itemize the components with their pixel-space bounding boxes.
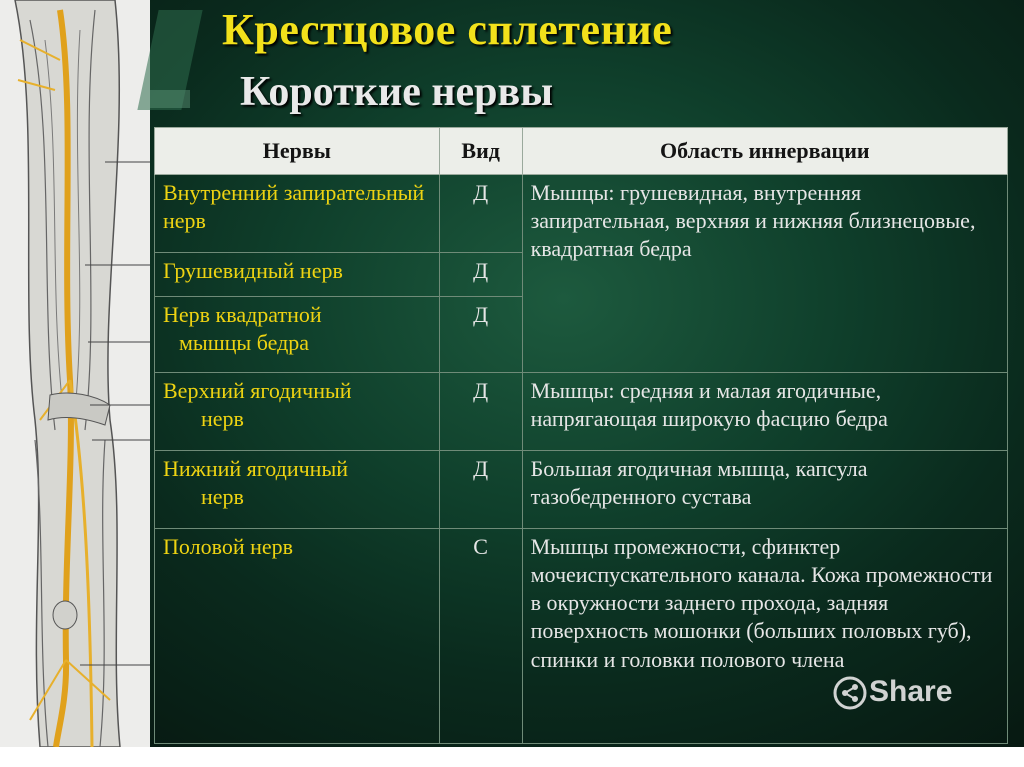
table-row	[155, 529, 1008, 744]
nerve-name	[155, 451, 440, 529]
decorative-shape	[150, 90, 190, 108]
table-row	[155, 373, 1008, 451]
innervation-area: Большая ягодичная мышца, капсула тазобедренного сустава	[522, 451, 1007, 529]
nerve-name	[155, 373, 440, 451]
nerves-table	[154, 127, 1008, 744]
nerve-kind: Д	[439, 253, 522, 297]
innervation-area: Мышцы: грушевидная, внутренняя запирательная, верхняя и нижняя близнецовые, квадратная бедра	[522, 175, 1007, 373]
header-nerves: Нервы	[155, 128, 440, 175]
table-row	[155, 451, 1008, 529]
nerve-name: Грушевидный нерв	[155, 253, 440, 297]
nerve-kind: Д	[439, 451, 522, 529]
nerve-name-line1: Верхний ягодичный	[163, 378, 352, 403]
header-innervation-area: Область иннервации	[522, 128, 1007, 175]
share-watermark	[833, 675, 952, 710]
nerve-name	[155, 297, 440, 373]
nerve-kind: С	[439, 529, 522, 744]
innervation-area: Мышцы промежности, сфинктер мочеиспускательного канала. Кожа промежности в окружности заднего прохода, задняя поверхность мошонки (больших половых губ), спинки и головки полового члена	[522, 529, 1007, 744]
nerve-name: Половой нерв	[155, 529, 440, 744]
nerve-name-line1: Нижний ягодичный	[163, 456, 349, 481]
slide-title: Крестцовое сплетение	[222, 5, 673, 54]
nerve-name: Внутренний запирательный нерв	[155, 175, 440, 253]
leg-anatomy-drawing	[0, 0, 150, 747]
table-header-row	[155, 128, 1008, 175]
share-icon	[833, 676, 867, 710]
watermark-text: Share	[869, 675, 953, 708]
slide-subtitle: Короткие нервы	[240, 69, 554, 115]
innervation-area: Мышцы: средняя и малая ягодичные, напрягающая широкую фасцию бедра	[522, 373, 1007, 451]
page-margin	[0, 747, 1024, 767]
nerve-kind: Д	[439, 297, 522, 373]
header-kind: Вид	[439, 128, 522, 175]
nerve-name-line2: нерв	[201, 484, 244, 510]
nerve-kind: Д	[439, 175, 522, 253]
leg-nerve-illustration	[0, 0, 150, 747]
nerve-name-line1: Нерв квадратной	[163, 302, 322, 327]
nerve-name-line2: мышцы бедра	[179, 330, 310, 356]
nerve-name-line2: нерв	[201, 406, 244, 432]
nerve-kind: Д	[439, 373, 522, 451]
table-row	[155, 175, 1008, 253]
